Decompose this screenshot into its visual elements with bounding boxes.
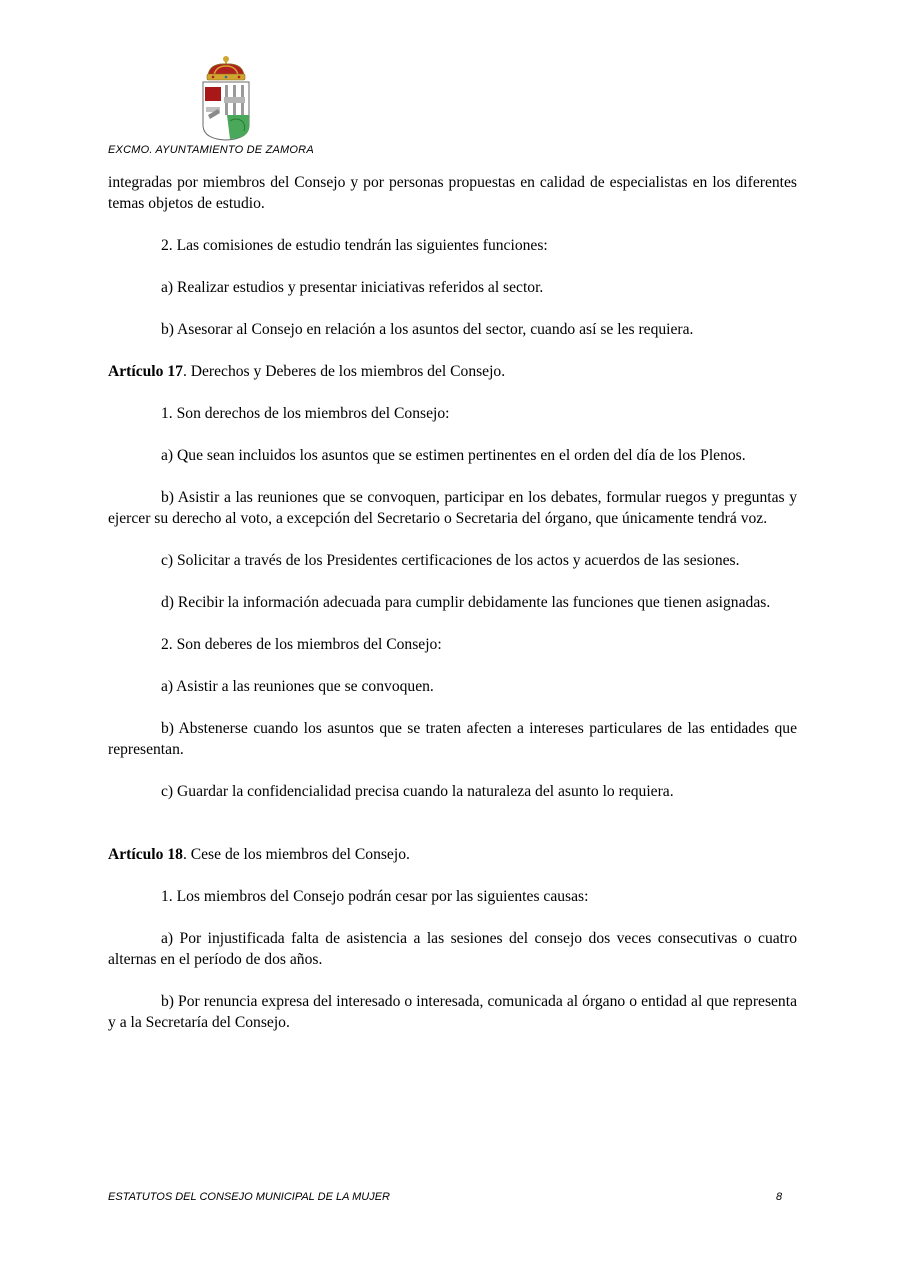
paragraph: 1. Los miembros del Consejo podrán cesar por las siguientes causas: [161,888,589,905]
document-body [108,172,797,1033]
article-17-heading [108,361,797,382]
paragraph: b) Por renuncia expresa del interesado o interesada, comunicada al órgano o entidad al que representa y a la Secretaría del Consejo. [108,993,797,1031]
paragraph: c) Guardar la confidencialidad precisa cuando la naturaleza del asunto lo requiera. [161,783,674,800]
organization-name: EXCMO. AYUNTAMIENTO DE ZAMORA [108,144,314,156]
page-number: 8 [776,1191,783,1203]
article-18-heading [108,844,797,865]
paragraph: d) Recibir la información adecuada para cumplir debidamente las funciones que tienen asignadas. [161,594,771,611]
paragraph: a) Asistir a las reuniones que se convoquen. [161,678,434,695]
article-label: Artículo 18 [108,846,183,863]
paragraph: a) Que sean incluidos los asuntos que se estimen pertinentes en el orden del día de los Plenos. [161,447,746,464]
paragraph: c) Solicitar a través de los Presidentes certificaciones de los actos y acuerdos de las sesiones. [161,552,740,569]
paragraph: b) Abstenerse cuando los asuntos que se traten afecten a intereses particulares de las entidades que representan. [108,720,797,758]
paragraph: integradas por miembros del Consejo y por personas propuestas en calidad de especialistas en los diferentes temas objetos de estudio. [108,174,797,212]
paragraph: 1. Son derechos de los miembros del Consejo: [161,405,450,422]
footer-document-title: ESTATUTOS DEL CONSEJO MUNICIPAL DE LA MUJER [108,1191,390,1203]
paragraph: a) Por injustificada falta de asistencia a las sesiones del consejo dos veces consecutivas o cuatro alternas en el período de dos años. [108,930,797,968]
paragraph: 2. Son deberes de los miembros del Consejo: [161,636,442,653]
paragraph: b) Asistir a las reuniones que se convoquen, participar en los debates, formular ruegos y preguntas y ejercer su derecho al voto, a excepción del Secretario o Secretaria del órgano, que únicamente tendrá voz. [108,489,797,527]
article-label: Artículo 17 [108,363,183,380]
paragraph: a) Realizar estudios y presentar iniciativas referidos al sector. [161,279,544,296]
article-title: . Cese de los miembros del Consejo. [182,846,410,863]
article-title: . Derechos y Deberes de los miembros del Consejo. [182,363,506,380]
paragraph: b) Asesorar al Consejo en relación a los asuntos del sector, cuando así se les requiera. [161,321,694,338]
coat-of-arms-icon [200,55,252,141]
paragraph: 2. Las comisiones de estudio tendrán las siguientes funciones: [161,237,548,254]
